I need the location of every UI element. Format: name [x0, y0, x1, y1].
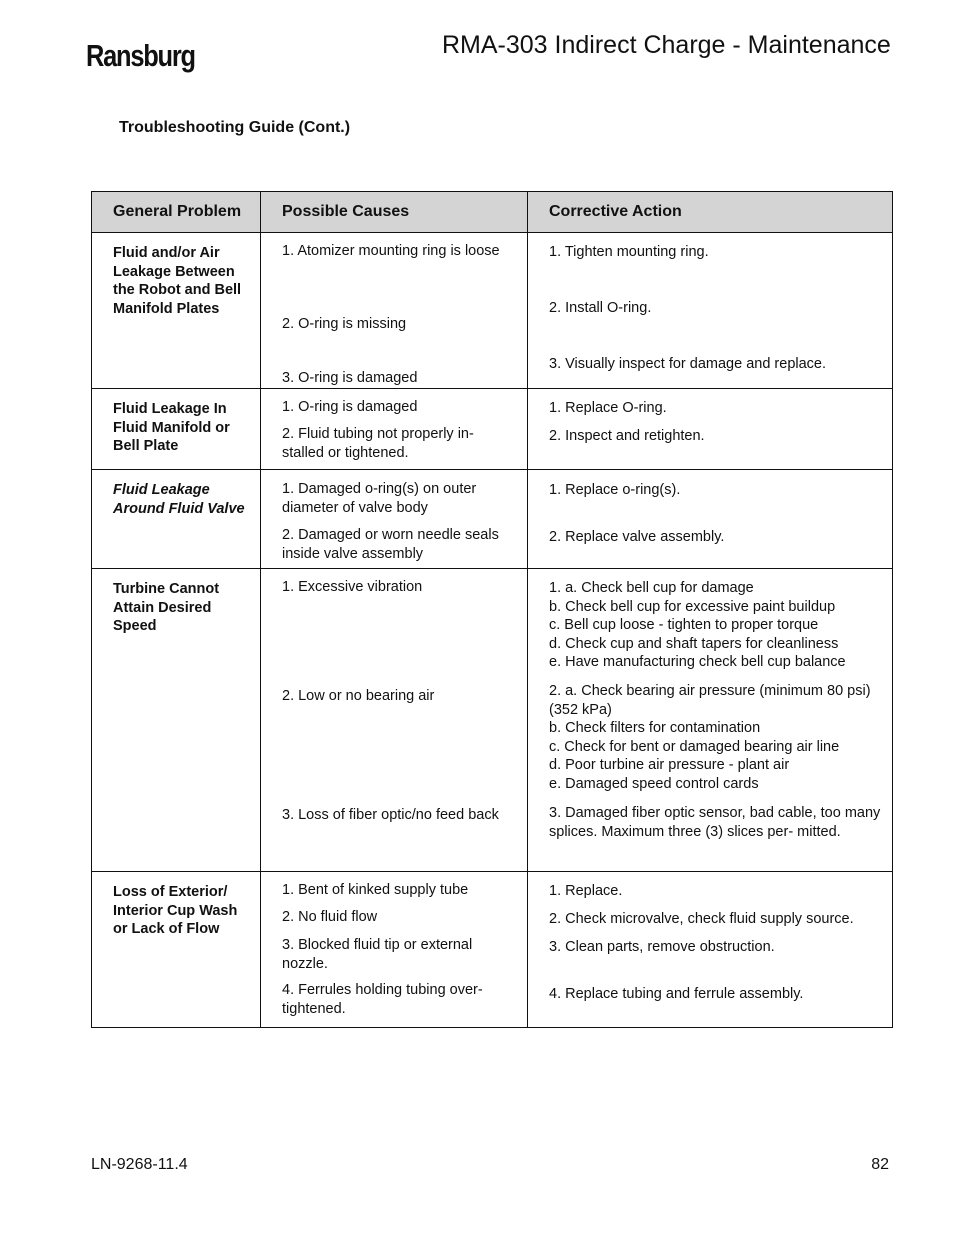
table-row	[92, 872, 893, 1028]
action-line: e. Have manufacturing check bell cup balance	[549, 654, 846, 670]
problem-text: Fluid Leakage In Fluid Manifold or Bell Plate	[113, 401, 230, 454]
brand-logo: Ransburg	[86, 38, 195, 73]
document-title: RMA-303 Indirect Charge - Maintenance	[442, 31, 891, 59]
cause-item: 1. Excessive vibration	[282, 579, 423, 595]
action-item: 1. Replace.	[549, 883, 623, 899]
action-item: 2. Install O-ring.	[549, 300, 652, 316]
cause-item: 1. Bent of kinked supply tube	[282, 882, 469, 898]
problem-text: Turbine Cannot Attain Desired Speed	[113, 581, 220, 634]
footer-page-number: 82	[871, 1156, 889, 1173]
action-item: 2. Check microvalve, check fluid supply source.	[549, 911, 854, 927]
action-line: 3. Damaged fiber optic sensor, bad cable, too many splices. Maximum three (3) slices per- mitted.	[549, 805, 881, 840]
problem-cell	[92, 569, 261, 872]
problem-cell	[92, 470, 261, 569]
problem-cell	[92, 233, 261, 389]
problem-cell	[92, 872, 261, 1028]
causes-cell	[261, 233, 528, 389]
causes-cell	[261, 872, 528, 1028]
action-group	[549, 579, 884, 672]
actions-cell	[528, 470, 893, 569]
action-item: 1. Tighten mounting ring.	[549, 244, 709, 260]
cause-item: 1. Atomizer mounting ring is loose	[282, 243, 500, 259]
column-header-label: General Problem	[113, 202, 242, 220]
action-line: c. Bell cup loose - tighten to proper torque	[549, 617, 819, 633]
action-line: b. Check filters for contamination	[549, 720, 761, 736]
problem-text: Loss of Exterior/ Interior Cup Wash or Lack of Flow	[113, 884, 238, 937]
action-line: c. Check for bent or damaged bearing air line	[549, 738, 840, 755]
cause-item: 1. Damaged o-ring(s) on outer diameter of valve body	[282, 481, 477, 516]
troubleshooting-table	[91, 191, 893, 1028]
action-item: 1. Replace o-ring(s).	[549, 482, 681, 498]
cause-item: 3. O-ring is damaged	[282, 370, 418, 386]
causes-cell	[261, 569, 528, 872]
action-line: 1. a. Check bell cup for damage	[549, 580, 754, 596]
action-item: 2. Replace valve assembly.	[549, 529, 725, 545]
actions-cell	[528, 233, 893, 389]
causes-cell	[261, 389, 528, 470]
action-item: 3. Clean parts, remove obstruction.	[549, 939, 775, 955]
table-row	[92, 389, 893, 470]
cause-item: 3. Blocked fluid tip or external nozzle.	[282, 937, 473, 972]
problem-text: Fluid Leakage Around Fluid Valve	[113, 482, 245, 517]
action-line: 2. a. Check bearing air pressure (minimum 80 psi) (352 kPa)	[549, 683, 871, 718]
causes-cell	[261, 470, 528, 569]
cause-item: 2. Damaged or worn needle seals inside valve assembly	[282, 527, 499, 562]
column-header-action	[528, 192, 893, 233]
action-item: 1. Replace O-ring.	[549, 400, 667, 416]
problem-text: Fluid and/or Air Leakage Between the Robot and Bell Manifold Plates	[113, 245, 242, 317]
table-row	[92, 470, 893, 569]
cause-item: 3. Loss of fiber optic/no feed back	[282, 807, 499, 823]
footer-doc-number: LN-9268-11.4	[91, 1156, 188, 1173]
action-item: 4. Replace tubing and ferrule assembly.	[549, 986, 804, 1002]
action-group	[549, 682, 884, 793]
action-line: d. Check cup and shaft tapers for cleanliness	[549, 635, 839, 652]
cause-item: 1. O-ring is damaged	[282, 399, 418, 415]
column-header-label: Corrective Action	[549, 202, 682, 220]
actions-cell	[528, 569, 893, 872]
actions-cell	[528, 872, 893, 1028]
action-line: d. Poor turbine air pressure - plant air	[549, 757, 790, 773]
actions-cell	[528, 389, 893, 470]
table-header-row	[92, 192, 893, 233]
column-header-label: Possible Causes	[282, 202, 410, 220]
action-item: 2. Inspect and retighten.	[549, 428, 705, 444]
problem-cell	[92, 389, 261, 470]
cause-item: 2. O-ring is missing	[282, 316, 407, 332]
section-title: Troubleshooting Guide (Cont.)	[119, 119, 351, 136]
action-item: 3. Visually inspect for damage and replace.	[549, 356, 827, 372]
action-line: e. Damaged speed control cards	[549, 775, 759, 792]
action-group	[549, 804, 884, 841]
cause-item: 2. Low or no bearing air	[282, 688, 435, 704]
table-row	[92, 233, 893, 389]
cause-item: 2. No fluid flow	[282, 909, 378, 925]
column-header-problem	[92, 192, 261, 233]
action-line: b. Check bell cup for excessive paint buildup	[549, 598, 836, 615]
cause-item: 4. Ferrules holding tubing over- tightened.	[282, 982, 483, 1017]
table-row	[92, 569, 893, 872]
column-header-causes	[261, 192, 528, 233]
cause-item: 2. Fluid tubing not properly in- stalled or tightened.	[282, 426, 474, 461]
